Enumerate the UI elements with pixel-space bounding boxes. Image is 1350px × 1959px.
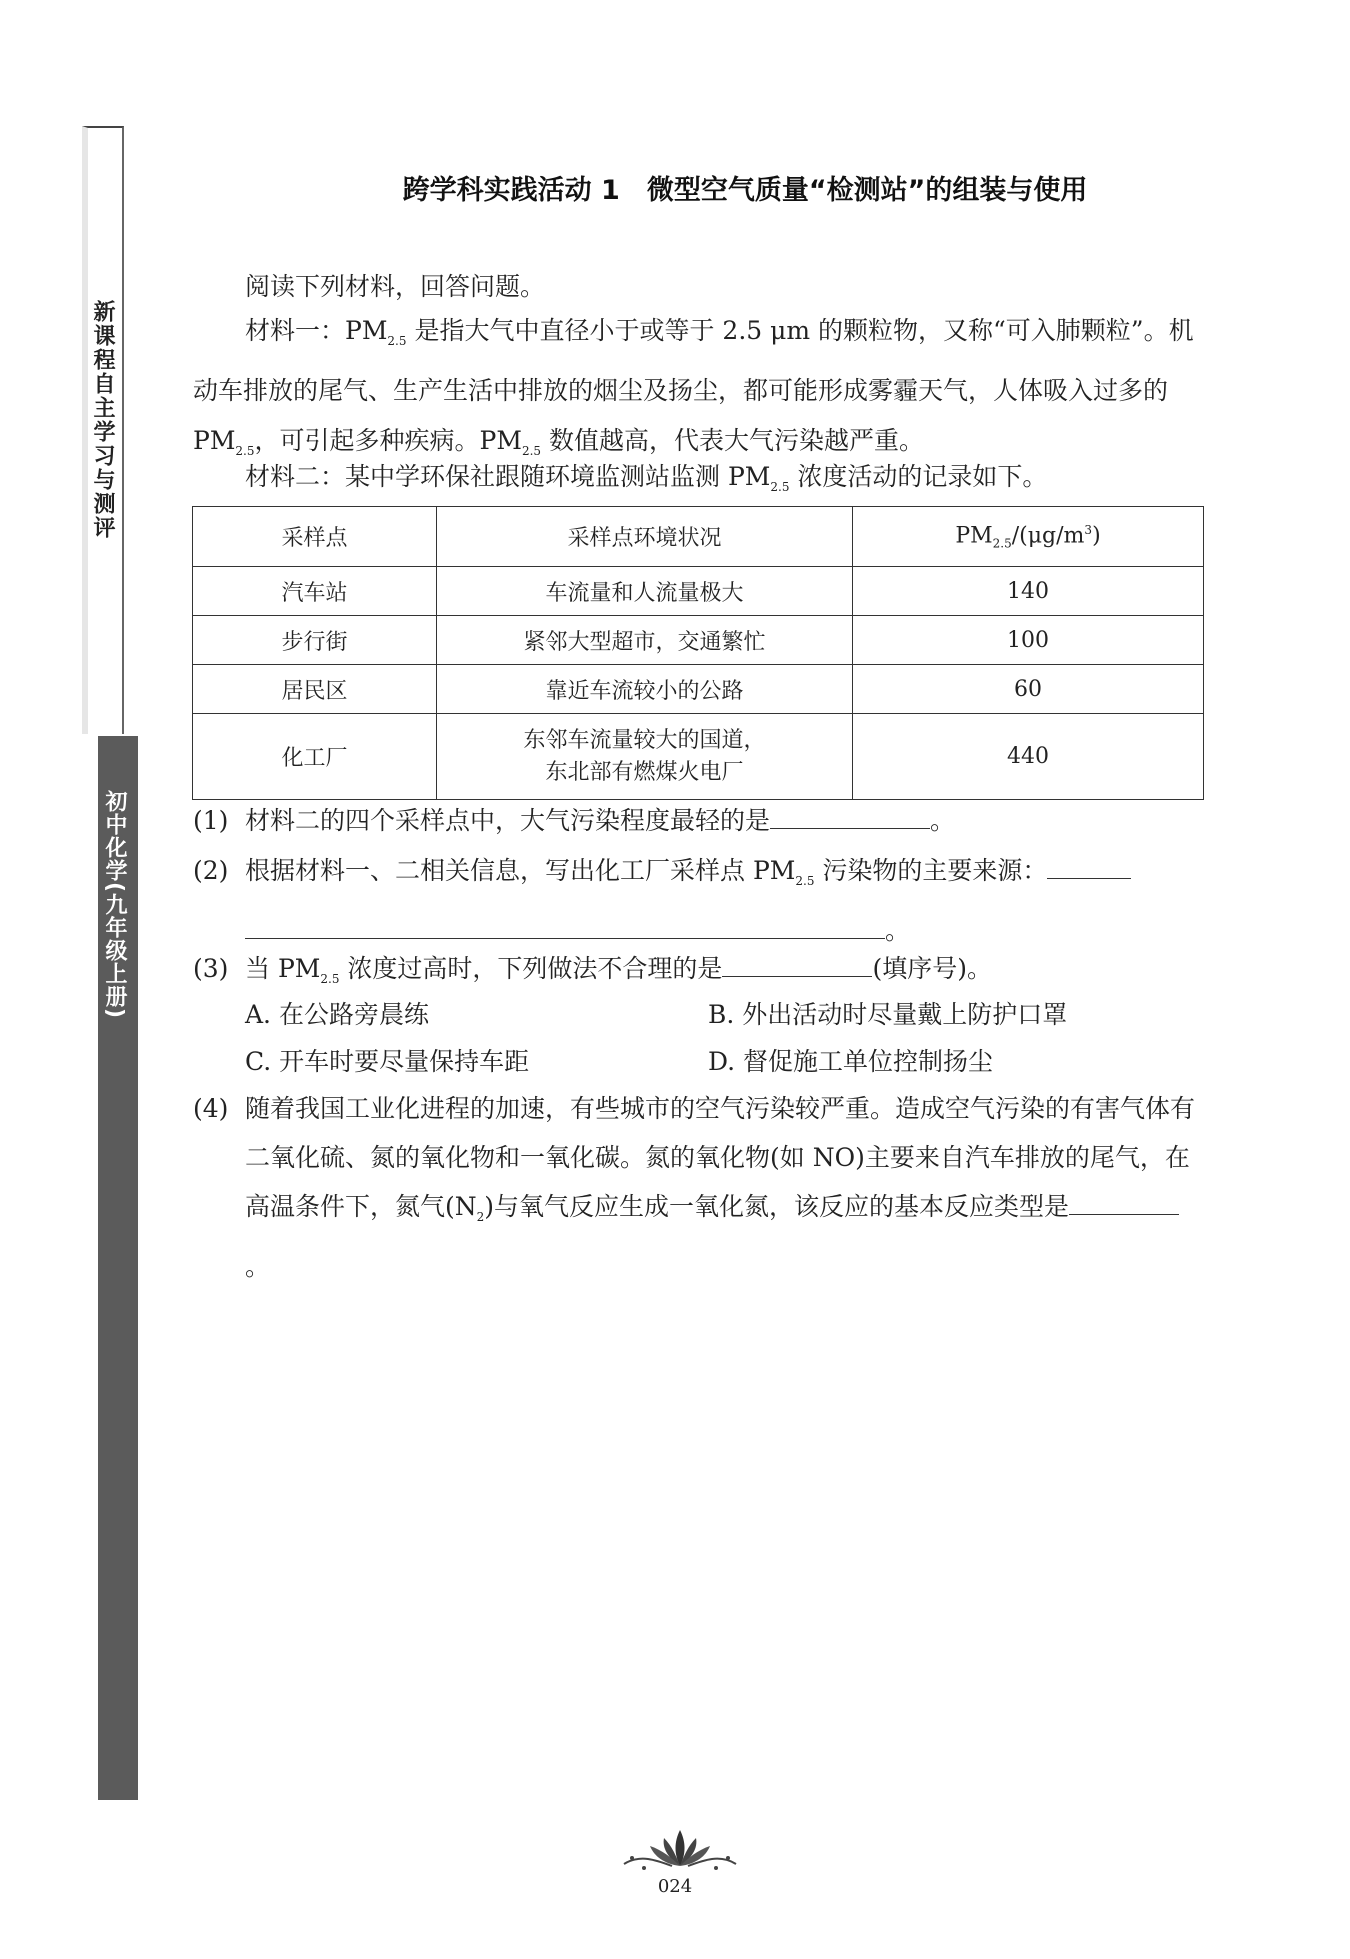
- option-b: B. 外出活动时尽量戴上防护口罩: [708, 1000, 1068, 1029]
- question-4: (4) 随着我国工业化进程的加速，有些城市的空气污染较严重。造成空气污染的有害气体有二氧化硫、氮的氧化物和一氧化碳。氮的氧化物(如 NO)主要来自汽车排放的尾气，在高温条件下，氮气$(N_2)$与氧气反应生成一氧化氮，该反应的基本反应类型是。: [193, 1094, 1196, 1281]
- page-number: 024: [657, 1876, 693, 1897]
- answer-blank[interactable]: [1047, 850, 1131, 879]
- question-2: (2) 根据材料一、二相关信息，写出化工厂采样点 $PM_{2.5}$ 污染物的主要来源： 。: [193, 846, 1203, 955]
- sampling-table: [192, 506, 1204, 800]
- cell-site: 汽车站: [193, 567, 437, 616]
- cell-value: 60: [853, 665, 1204, 714]
- answer-blank[interactable]: [245, 910, 885, 939]
- header-env: 采样点环境状况: [437, 507, 853, 567]
- cell-env: 车流量和人流量极大: [437, 567, 853, 616]
- table-row: [193, 665, 1204, 714]
- cell-env: 东邻车流量较大的国道， 东北部有燃煤火电厂: [437, 714, 853, 800]
- table-row: [193, 714, 1204, 800]
- cell-value: 440: [853, 714, 1204, 800]
- material-two: 材料二：某中学环保社跟随环境监测站监测 $PM_{2.5}$ 浓度活动的记录如下。: [245, 462, 1048, 494]
- table-row: [193, 567, 1204, 616]
- answer-blank[interactable]: [722, 948, 872, 977]
- cell-env: 紧邻大型超市，交通繁忙: [437, 616, 853, 665]
- question-1: (1) 材料二的四个采样点中，大气污染程度最轻的是 。: [193, 796, 1203, 845]
- page-title: 跨学科实践活动 1 微型空气质量“检测站”的组装与使用: [402, 175, 1088, 206]
- ornament-icon: [620, 1824, 740, 1876]
- book-subject-label: 初中化学(九年级上册): [102, 790, 127, 1020]
- option-d: D. 督促施工单位控制扬尘: [708, 1047, 994, 1076]
- cell-value: 100: [853, 616, 1204, 665]
- option-c: C. 开车时要尽量保持车距: [245, 1047, 530, 1076]
- cell-value: 140: [853, 567, 1204, 616]
- material-one: 材料一：$PM_{2.5}$ 是指大气中直径小于或等于 2.5 μm 的颗粒物，又称“可入肺颗粒”。机动车排放的尾气、生产生活中排放的烟尘及扬尘，都可能形成雾霾天气，人体吸入过多的 $PM_{2.5}$，可引起多种疾病。$PM_{2.5}$ 数值越高，代表大气污染越严重。: [193, 316, 1194, 458]
- header-pm: $PM_{2.5}/(\mu g/m^3)$: [853, 507, 1204, 567]
- cell-site: 居民区: [193, 665, 437, 714]
- table-header-row: [193, 507, 1204, 567]
- intro-text: 阅读下列材料，回答问题。: [245, 272, 546, 301]
- cell-env: 靠近车流较小的公路: [437, 665, 853, 714]
- cell-site: 化工厂: [193, 714, 437, 800]
- question-3: (3) 当 $PM_{2.5}$ 浓度过高时，下列做法不合理的是 (填序号)。: [193, 944, 1203, 1004]
- answer-blank[interactable]: [770, 800, 930, 829]
- book-series-label: 新课程自主学习与测评: [90, 300, 115, 540]
- cell-site: 步行街: [193, 616, 437, 665]
- table-row: [193, 616, 1204, 665]
- header-site: 采样点: [193, 507, 437, 567]
- answer-blank[interactable]: [1069, 1186, 1179, 1215]
- option-a: A. 在公路旁晨练: [245, 1000, 429, 1029]
